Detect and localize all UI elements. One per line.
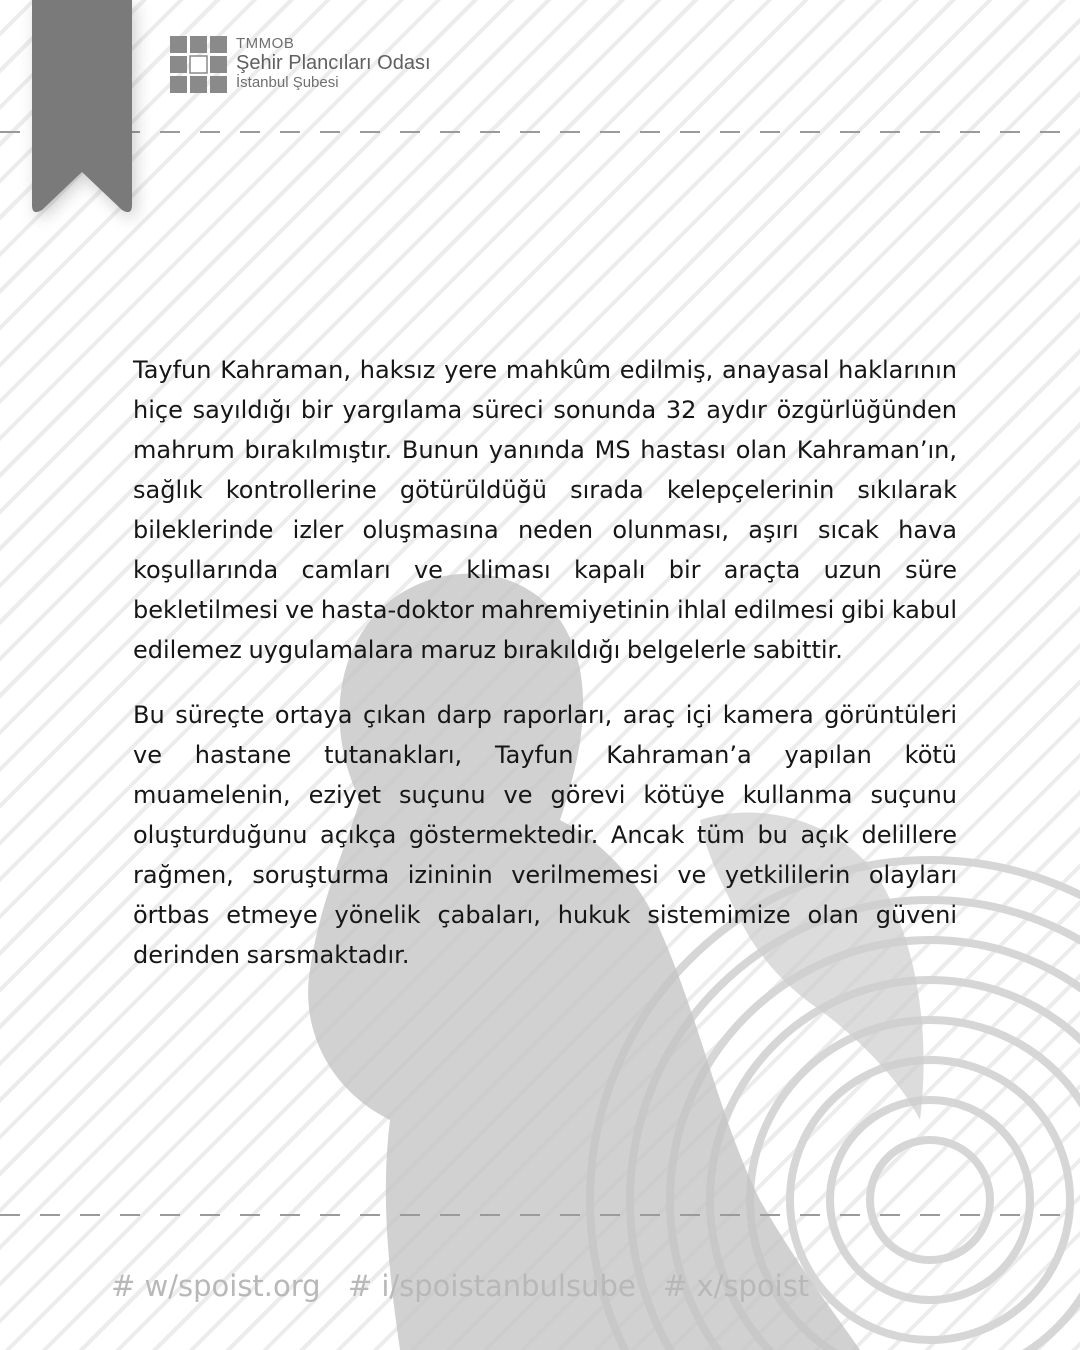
bookmark-ribbon xyxy=(0,0,160,240)
statement-body xyxy=(133,350,957,1000)
bottom-dashed-divider xyxy=(0,1214,1080,1216)
paragraph-2: Bu süreçte ortaya çıkan darp raporları, araç içi kamera görüntüleri ve hastane tutanakları, Tayfun Kahraman’a yapılan kötü muamelenin, eziyet suçunu ve görevi kötüye kullanma suçunu oluşturduğunu açıkça göstermektedir. Ancak tüm bu açık delillere rağmen, soruşturma izininin verilmemesi ve yetkililerin olayları örtbas etmeye yönelik çabaları, hukuk sistemimize olan güveni derinden sarsmaktadır. xyxy=(133,701,957,969)
logo-line-tmmob: TMMOB xyxy=(236,35,295,52)
top-dashed-divider xyxy=(0,131,1080,133)
logo-text xyxy=(236,36,431,91)
organization-logo xyxy=(170,36,431,96)
x-link[interactable]: # x/spoist xyxy=(662,1269,810,1303)
paragraph-1: Tayfun Kahraman, haksız yere mahkûm edilmiş, anayasal haklarının hiçe sayıldığı bir yargılama süreci sonunda 32 aydır özgürlüğünden mahrum bırakılmıştır. Bunun yanında MS hastası olan Kahraman’ın, sağlık kontrollerine götürüldüğü sırada kelepçelerinin sıkılarak bileklerinde izler oluşmasına neden olunması, aşırı sıcak hava koşullarında camları ve kliması kapalı bir araçta uzun süre bekletilmesi ve hasta-doktor mahremiyetinin ihlal edilmesi gibi kabul edilemez uygulamalara maruz bırakıldığı belgelerle sabittir. xyxy=(133,356,957,664)
instagram-link[interactable]: # i/spoistanbulsube xyxy=(347,1269,636,1303)
logo-line-chamber: Şehir Plancıları Odası xyxy=(236,52,431,74)
website-link[interactable]: # w/spoist.org xyxy=(111,1269,321,1303)
logo-grid-icon xyxy=(170,36,230,96)
logo-line-branch: İstanbul Şubesi xyxy=(236,74,339,91)
social-links-footer xyxy=(111,1266,827,1306)
